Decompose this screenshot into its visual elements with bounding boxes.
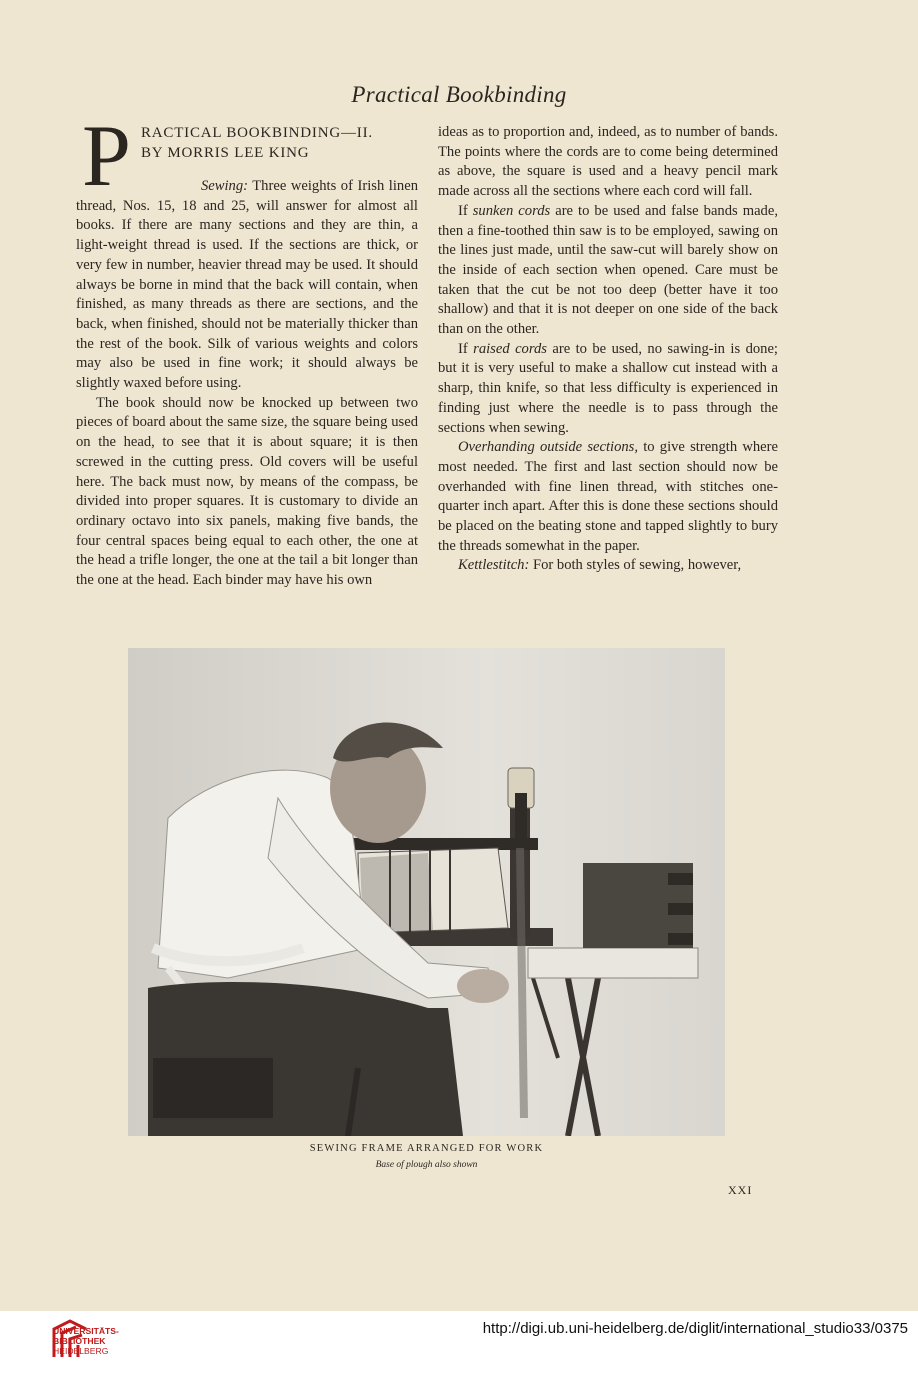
paragraph: Kettlestitch: For both styles of sewing, however, (458, 557, 742, 574)
right-column (438, 123, 778, 576)
running-head: Practical Bookbinding (351, 82, 567, 107)
article-author: BY MORRIS LEE KING (140, 145, 310, 161)
source-url-link[interactable]: http://digi.ub.uni-heidelberg.de/diglit/international_studio33/0375 (482, 1320, 908, 1337)
paragraph: Overhanding outside sections, to give strength where most needed. The first and last section should now be overhanded with fine linen thread, with stitches one-quarter inch apart. After this is done these sections should be placed on the beating stone and tapped slightly to bury the threads somewhat in the paper. (438, 439, 778, 554)
page-number: XXI (728, 1183, 753, 1197)
paragraph: ideas as to proportion and, indeed, as to number of bands. The points where the cords are to come being determined as above, the square is used and a heavy pencil mark made across all the sections where each cord will fall. (438, 124, 778, 200)
photograph-sewing-frame (128, 648, 725, 1136)
paragraph: The book should now be knocked up between two pieces of board about the same size, the square being used on the head, to see that it is about square; it is then screwed in the cutting press. Old covers will be useful here. The back must now, by means of the compass, be divided into proper squares. It is customary to divide an ordinary octavo into six panels, making five bands, the four central spaces being equal to each other, the one at the head a trifle longer, the one at the tail a bit longer than the one at the head. Each binder may have his own (76, 394, 418, 589)
figure-subcaption: Base of plough also shown (375, 1160, 478, 1170)
figure-caption: SEWING FRAME ARRANGED FOR WORK (309, 1143, 544, 1154)
paragraph: Sewing: Three weights of Irish linen thread, Nos. 15, 18 and 25, will answer for almost all books. If there are many sections and they are thin, a light-weight thread is used. If the sections are thick, or very few in number, heavier thread may be used. It should always be borne in mind that the back will contain, when finished, as many threads as there are sections, and the back, when finished, should not be materially thicker than the rest of the book. Silk of various weights and colors may also be used in fine work; it should always be slightly waxed before using. (76, 178, 418, 392)
paragraph: If sunken cords are to be used and false bands made, then a fine-toothed thin saw is to be employed, sawing on the lines just made, until the saw-cut will barely show on the inside of each section when opened. Care must be taken that the cut be not too deep (better have it too shallow) and that it is not deeper on one side of the back than on the other. (438, 202, 778, 338)
paragraph: If raised cords are to be used, no sawing-in is done; but it is very useful to make a shallow cut instead with a sharp, thin knife, so that less difficulty is experienced in finding just where the needle is to pass through the sections when sewing. (438, 340, 778, 436)
drop-cap: P (82, 108, 131, 205)
left-column (76, 108, 418, 591)
article-title: RACTICAL BOOKBINDING—II. (140, 125, 373, 141)
library-name[interactable]: UNIVERSITÄTS- BIBLIOTHEK HEIDELBERG (53, 1326, 119, 1356)
